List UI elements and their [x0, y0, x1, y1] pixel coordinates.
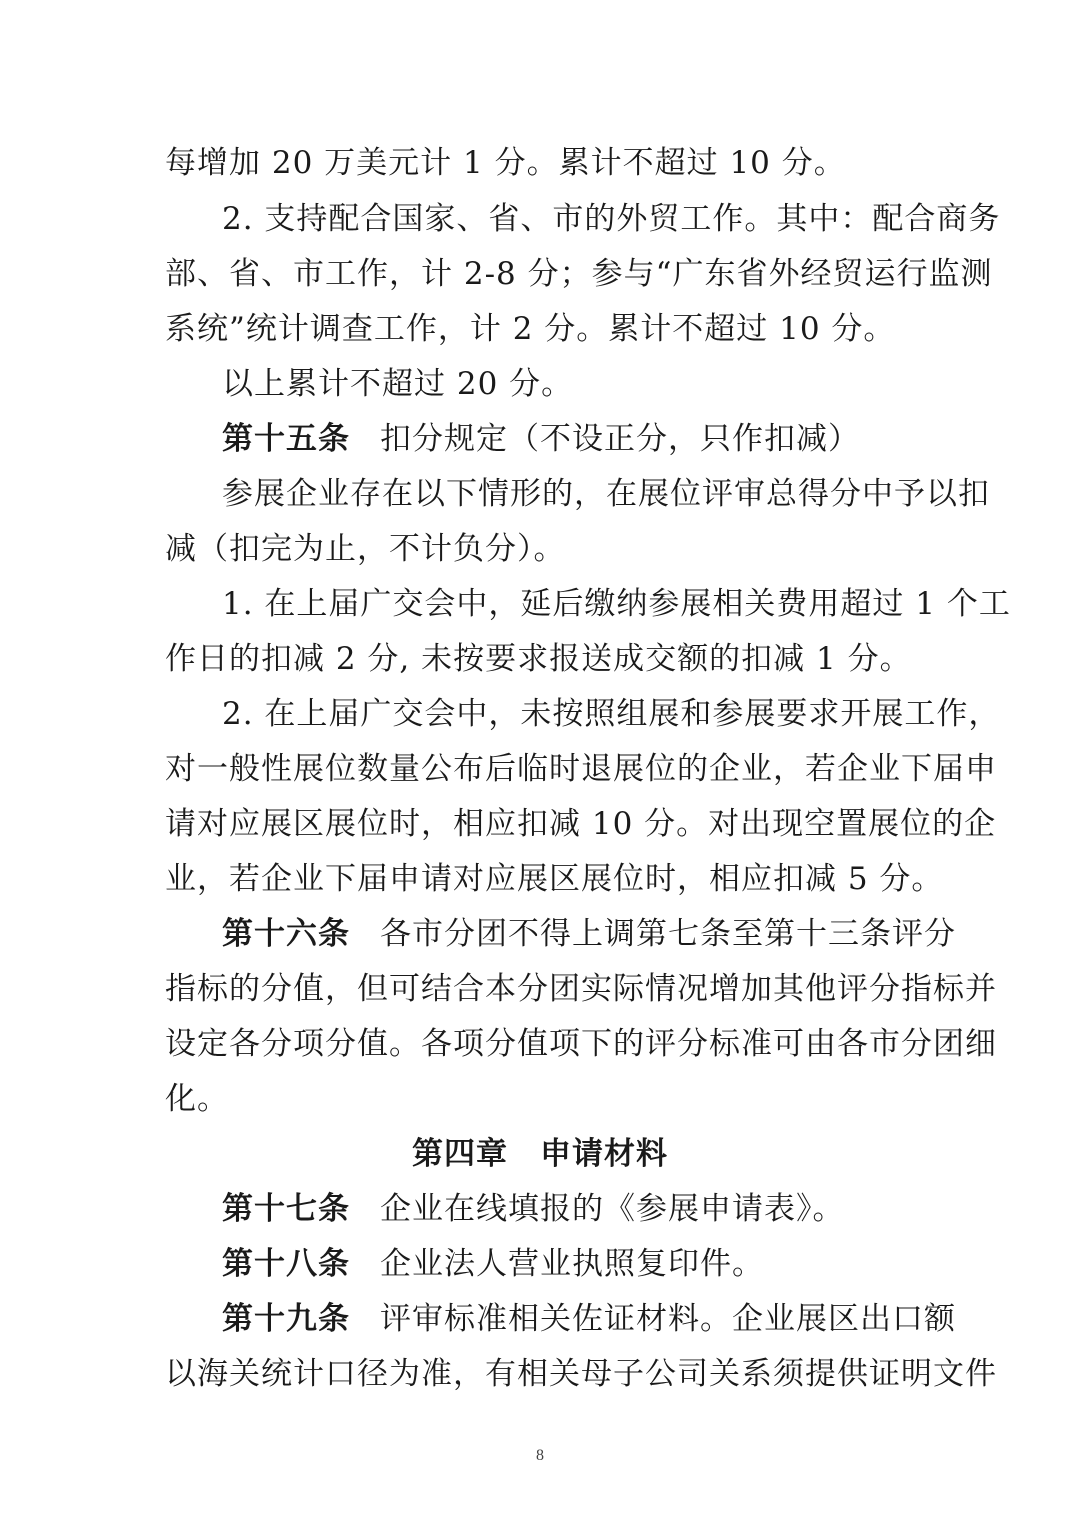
article-text: 企业法人营业执照复印件。 — [380, 1246, 764, 1282]
text-line: 系统”统计调查工作，计 2 分。累计不超过 10 分。 — [165, 311, 896, 347]
article-number: 第十五条 — [222, 421, 350, 457]
article-text: 各市分团不得上调第七条至第十三条评分 — [380, 916, 956, 952]
text-line: 2. 支持配合国家、省、市的外贸工作。其中：配合商务 — [222, 201, 1001, 237]
article-fifteen — [222, 419, 922, 459]
page-number: 8 — [536, 1447, 544, 1464]
text-line: 以上累计不超过 20 分。 — [222, 366, 574, 402]
text-line: 对一般性展位数量公布后临时退展位的企业，若企业下届申 — [165, 751, 997, 787]
text-line: 业，若企业下届申请对应展区展位时，相应扣减 5 分。 — [165, 861, 944, 897]
text-line: 每增加 20 万美元计 1 分。累计不超过 10 分。 — [165, 145, 846, 181]
article-eighteen — [222, 1244, 922, 1284]
text-line: 以海关统计口径为准，有相关母子公司关系须提供证明文件 — [165, 1356, 997, 1392]
article-title: 扣分规定（不设正分，只作扣减） — [380, 421, 860, 457]
article-text: 评审标准相关佐证材料。企业展区出口额 — [380, 1301, 956, 1337]
article-number: 第十七条 — [222, 1191, 350, 1227]
article-sixteen — [222, 914, 956, 954]
text-line: 1. 在上届广交会中，延后缴纳参展相关费用超过 1 个工 — [222, 586, 1011, 622]
article-seventeen — [222, 1189, 922, 1229]
text-line: 部、省、市工作，计 2-8 分；参与“广东省外经贸运行监测 — [165, 256, 993, 292]
text-line: 设定各分项分值。各项分值项下的评分标准可由各市分团细 — [165, 1026, 997, 1062]
text-line: 作日的扣减 2 分, 未按要求报送成交额的扣减 1 分。 — [165, 641, 912, 677]
text-line: 减（扣完为止，不计负分）。 — [165, 531, 566, 567]
text-line: 2. 在上届广交会中，未按照组展和参展要求开展工作， — [222, 696, 1001, 732]
text-line: 参展企业存在以下情形的，在展位评审总得分中予以扣 — [222, 476, 990, 512]
chapter-heading: 第四章 申请材料 — [412, 1136, 668, 1172]
article-number: 第十八条 — [222, 1246, 350, 1282]
article-number: 第十六条 — [222, 916, 350, 952]
article-text: 企业在线填报的《参展申请表》。 — [380, 1191, 845, 1227]
article-number: 第十九条 — [222, 1301, 350, 1337]
text-line: 指标的分值，但可结合本分团实际情况增加其他评分指标并 — [165, 971, 997, 1007]
text-line: 化。 — [165, 1081, 229, 1117]
text-line: 请对应展区展位时，相应扣减 10 分。对出现空置展位的企 — [165, 806, 997, 842]
article-nineteen — [222, 1299, 956, 1339]
